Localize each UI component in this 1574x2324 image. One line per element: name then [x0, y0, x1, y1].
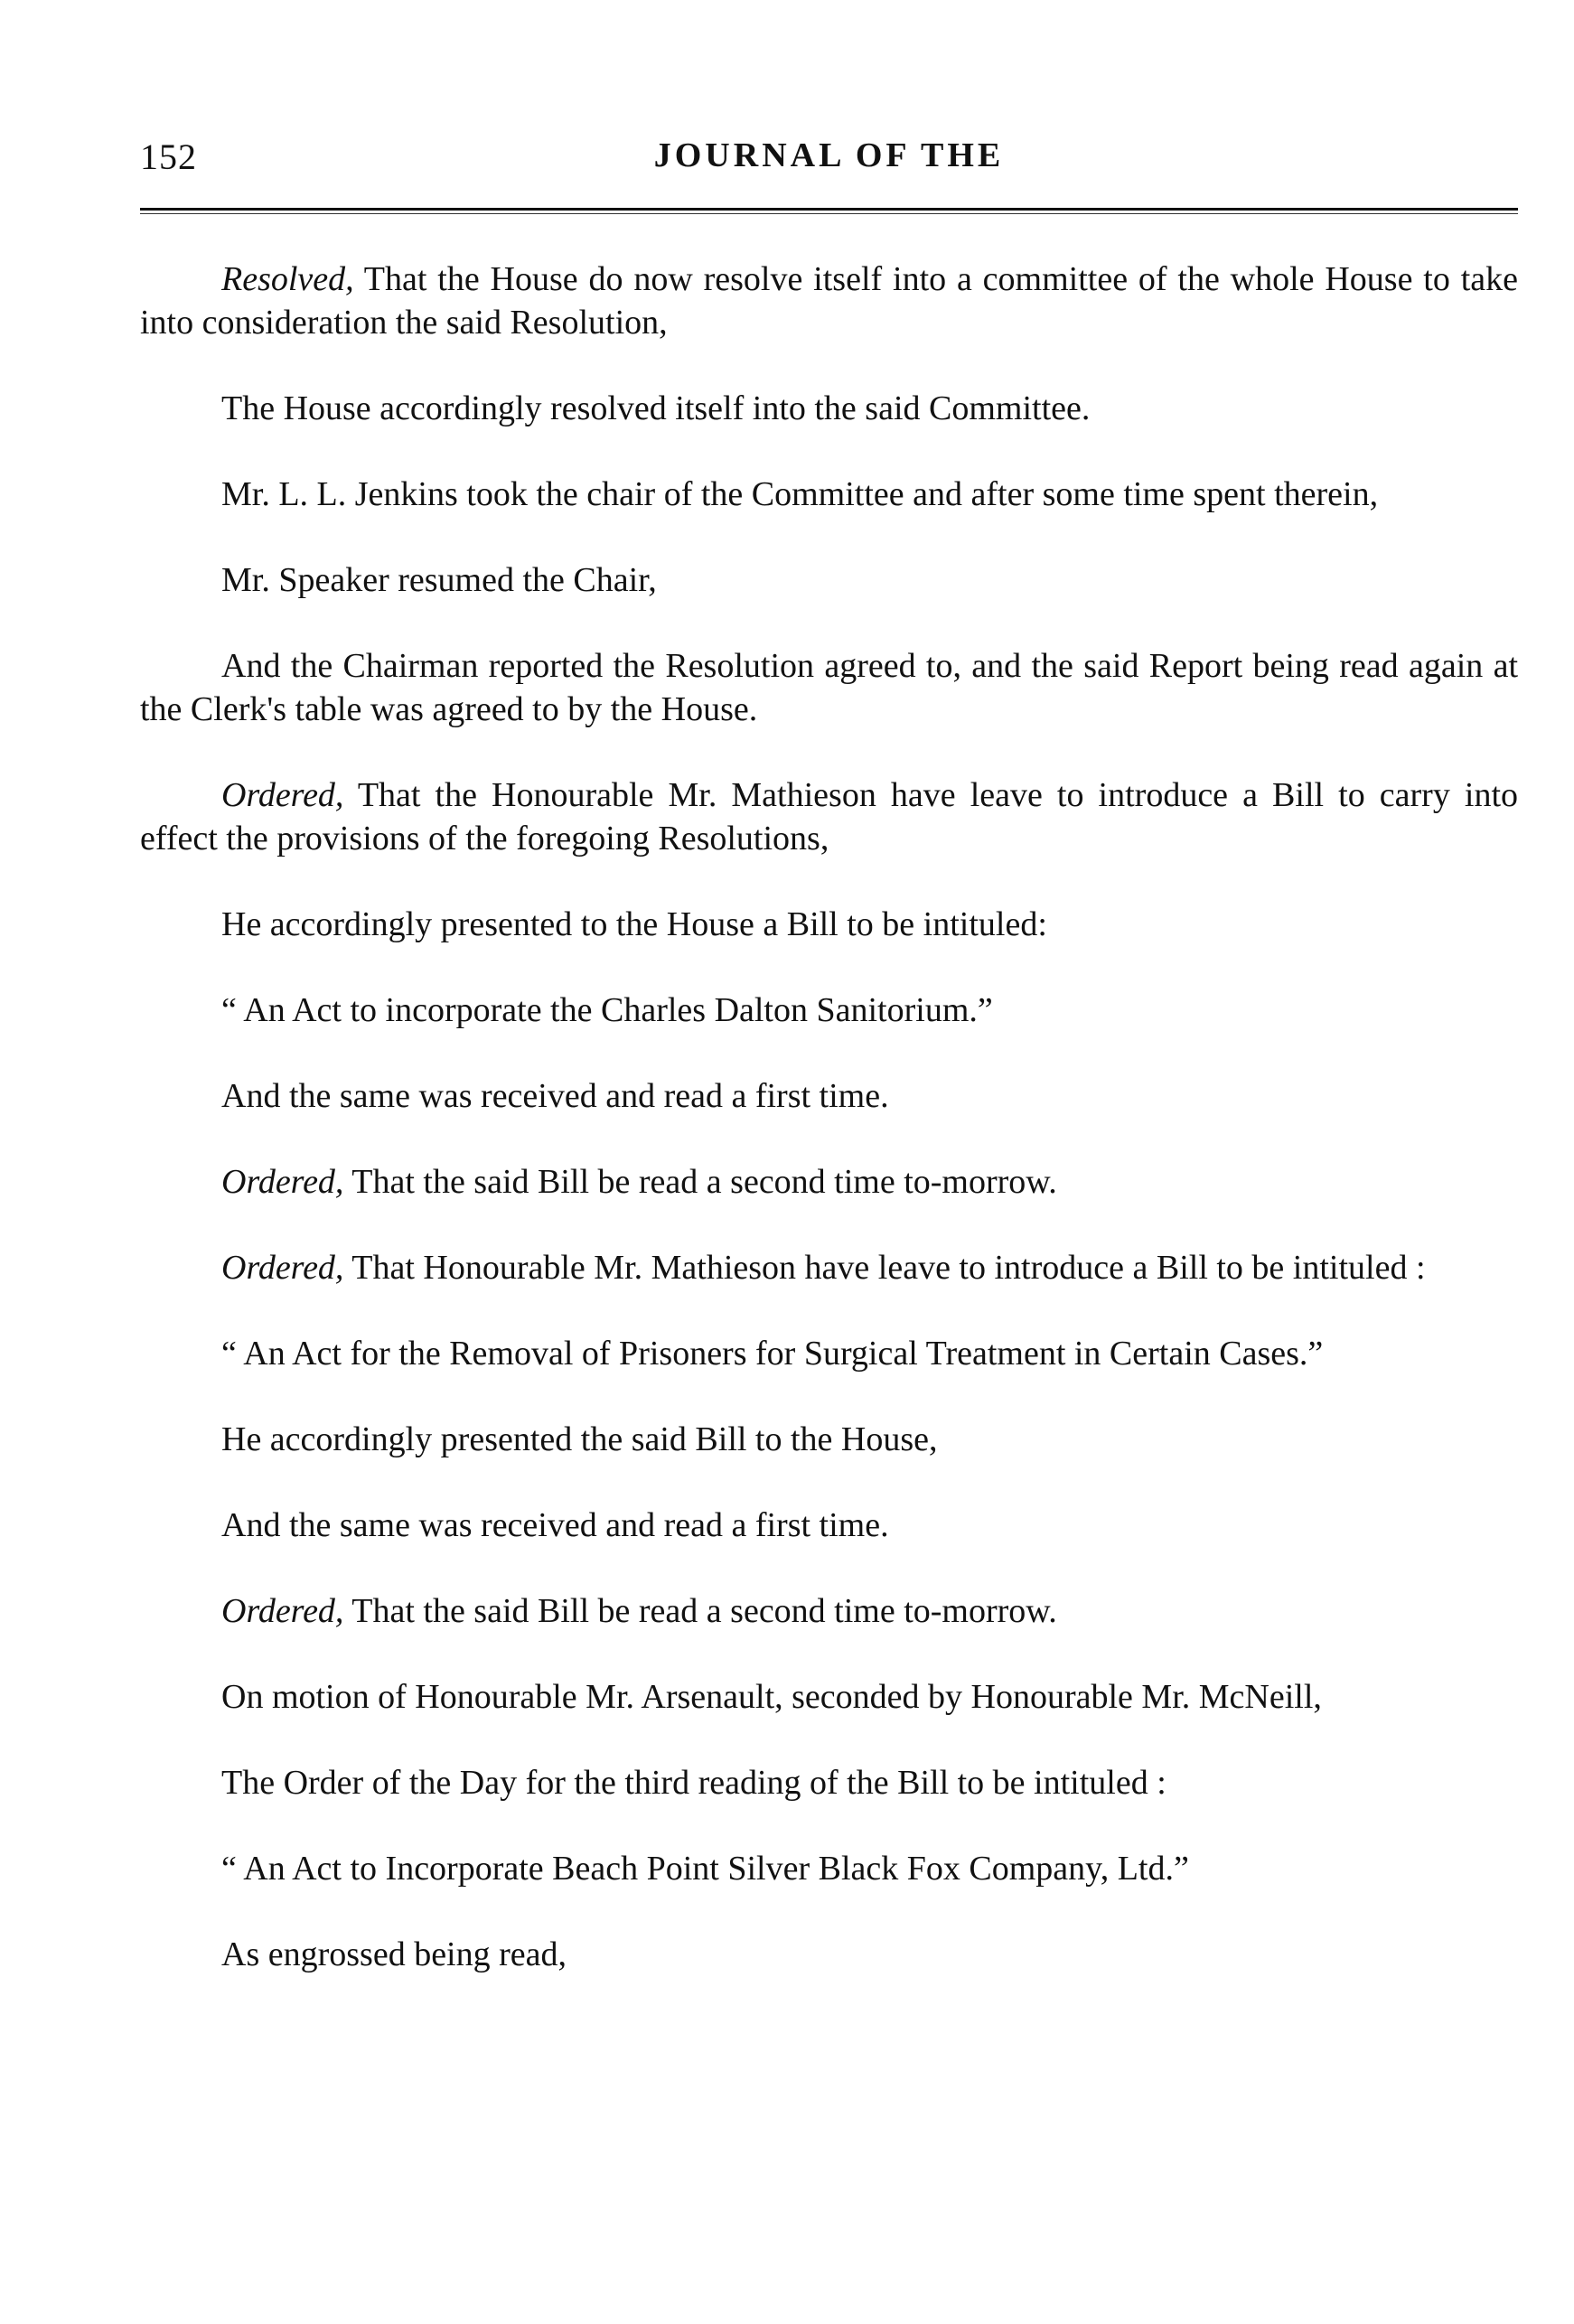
paragraph	[140, 644, 1518, 731]
paragraph	[140, 1246, 1518, 1289]
paragraph	[140, 1332, 1518, 1375]
paragraph-text: He accordingly presented the said Bill to the House,	[221, 1420, 938, 1458]
paragraph	[140, 773, 1518, 860]
paragraph-text: The Order of the Day for the third reading of the Bill to be intituled :	[221, 1764, 1166, 1802]
paragraph	[140, 473, 1518, 516]
paragraph-lead: Ordered,	[221, 1249, 344, 1287]
paragraph-lead: Ordered,	[221, 1163, 344, 1201]
paragraph-lead: Resolved,	[221, 260, 354, 298]
paragraph-text: As engrossed being read,	[221, 1935, 567, 1973]
paragraph-lead: Ordered,	[221, 1592, 344, 1630]
paragraph-text: That the House do now resolve itself into a committee of the whole House to take into consideration the said Resolution,	[140, 260, 1518, 342]
journal-body	[140, 258, 1518, 2019]
paragraph-text: Mr. L. L. Jenkins took the chair of the Committee and after some time spent therein,	[221, 475, 1379, 513]
paragraph	[140, 558, 1518, 602]
paragraph-text: And the same was received and read a first time.	[221, 1077, 889, 1115]
paragraph-text: On motion of Honourable Mr. Arsenault, seconded by Honourable Mr. McNeill,	[221, 1678, 1322, 1716]
paragraph	[140, 1675, 1518, 1719]
paragraph-text: That Honourable Mr. Mathieson have leave to introduce a Bill to be intituled :	[343, 1249, 1426, 1287]
paragraph	[140, 1074, 1518, 1118]
paragraph-text: And the same was received and read a first time.	[221, 1506, 889, 1544]
paragraph	[140, 1504, 1518, 1547]
running-title: JOURNAL OF THE	[653, 136, 1005, 174]
paragraph	[140, 1847, 1518, 1890]
paragraph-text: That the Honourable Mr. Mathieson have leave to introduce a Bill to carry into effect the provisions of the foregoing Resolutions,	[140, 776, 1518, 857]
header-rule	[140, 208, 1518, 211]
paragraph-text: “ An Act to Incorporate Beach Point Silver Black Fox Company, Ltd.”	[221, 1850, 1189, 1888]
paragraph-text: He accordingly presented to the House a Bill to be intituled:	[221, 905, 1047, 943]
paragraph-text: “ An Act to incorporate the Charles Dalton Sanitorium.”	[221, 991, 993, 1029]
paragraph	[140, 387, 1518, 430]
paragraph-text: That the said Bill be read a second time to-morrow.	[343, 1592, 1057, 1630]
paragraph	[140, 258, 1518, 344]
header-rule-thin	[140, 213, 1518, 214]
page-header	[140, 136, 1518, 190]
paragraph	[140, 1761, 1518, 1804]
paragraph-lead: Ordered,	[221, 776, 344, 814]
paragraph	[140, 1160, 1518, 1204]
paragraph-text: “ An Act for the Removal of Prisoners for Surgical Treatment in Certain Cases.”	[221, 1335, 1324, 1373]
paragraph	[140, 903, 1518, 946]
paragraph	[140, 989, 1518, 1032]
paragraph-text: The House accordingly resolved itself into the said Committee.	[221, 389, 1091, 427]
paragraph	[140, 1589, 1518, 1633]
paragraph	[140, 1933, 1518, 1976]
paragraph-text: Mr. Speaker resumed the Chair,	[221, 561, 657, 599]
page-number: 152	[140, 136, 197, 177]
paragraph-text: That the said Bill be read a second time to-morrow.	[343, 1163, 1057, 1201]
paragraph-text: And the Chairman reported the Resolution agreed to, and the said Report being read again at the Clerk's table was agreed to by the House.	[140, 647, 1518, 728]
paragraph	[140, 1418, 1518, 1461]
